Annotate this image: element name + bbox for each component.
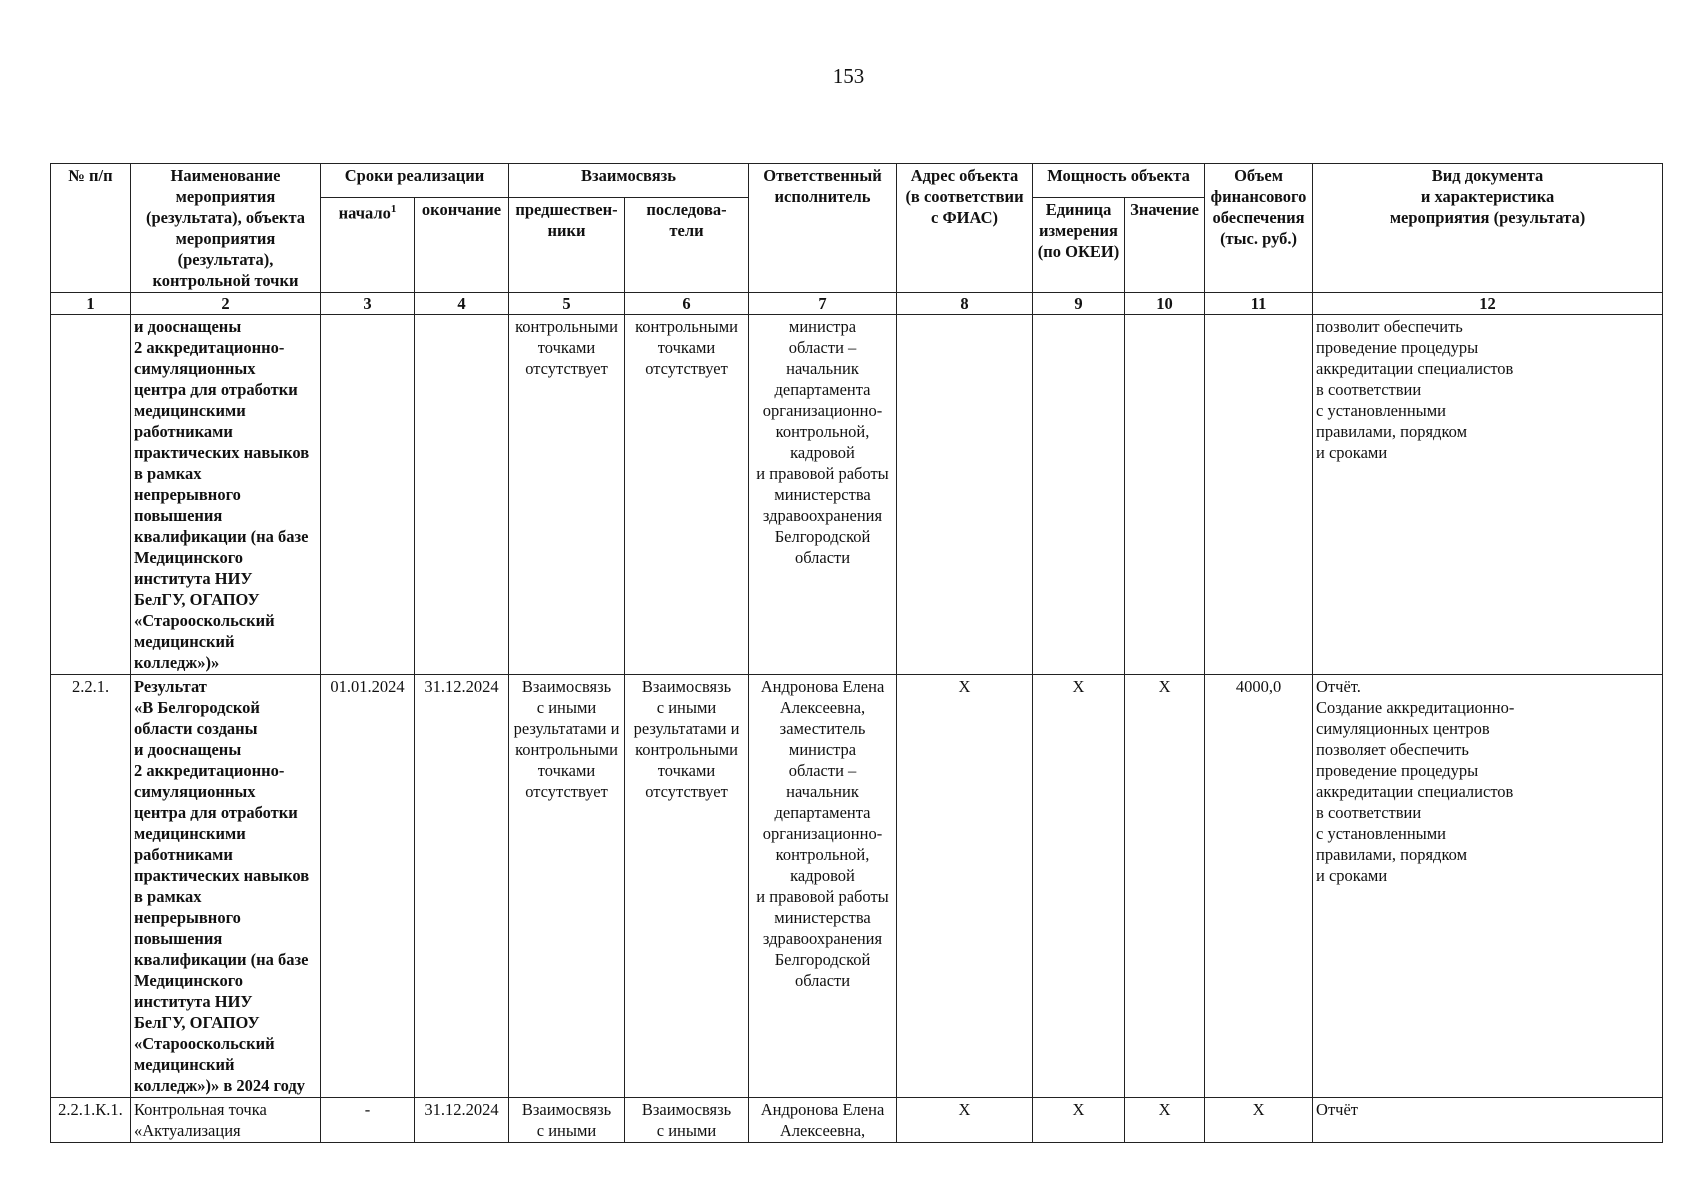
row-unit [1033, 315, 1125, 675]
text-line: исполнитель [774, 187, 871, 206]
column-number: 7 [749, 293, 897, 315]
text-line: области – [788, 338, 857, 357]
header-predecessors [509, 198, 625, 293]
text-line: и правовой работы [756, 887, 889, 906]
text-line: 2 аккредитационно- [134, 338, 285, 357]
text-line: области – [788, 761, 857, 780]
text-line: института НИУ [134, 569, 253, 588]
text-line: точками [537, 761, 596, 780]
text-line: симуляционных [134, 782, 256, 801]
text-line: кадровой [790, 866, 855, 885]
text-line: практических навыков [134, 443, 310, 462]
text-line: квалификации (на базе [134, 950, 309, 969]
text-line: области созданы [134, 719, 258, 738]
text-line: симуляционных центров [1316, 719, 1490, 738]
text-line: и характеристика [1420, 187, 1555, 206]
text-line: с иными [536, 698, 597, 717]
row-responsible [749, 675, 897, 1098]
column-number: 6 [625, 293, 749, 315]
row-address: Х [897, 675, 1033, 1098]
column-number: 12 [1313, 293, 1663, 315]
row-responsible [749, 1098, 897, 1143]
table-row [51, 675, 1663, 1098]
text-line: контрольными [635, 317, 738, 336]
text-line: начальник [786, 359, 859, 378]
text-line: центра для отработки [134, 803, 298, 822]
column-number: 8 [897, 293, 1033, 315]
page-number: 153 [832, 64, 865, 88]
text-line: Алексеевна, [779, 1121, 866, 1140]
text-line: непрерывного [134, 485, 241, 504]
text-line: финансового [1210, 187, 1307, 206]
row-finance [1205, 315, 1313, 675]
text-line: результатами и [633, 719, 740, 738]
header-responsible [749, 164, 897, 293]
row-start: 01.01.2024 [321, 675, 415, 1098]
text-line: «Старооскольский [134, 1034, 275, 1053]
text-line: позволит обеспечить [1316, 317, 1463, 336]
header-start-label: начало [338, 203, 391, 223]
text-line: министра [788, 317, 857, 336]
text-line: повышения [134, 929, 223, 948]
text-line: Вид документа [1431, 166, 1544, 185]
text-line: министерства [774, 485, 871, 504]
text-line: с иными [536, 1121, 597, 1140]
header-relation: Взаимосвязь [509, 164, 749, 198]
text-line: точками [657, 338, 716, 357]
text-line: контрольными [635, 740, 738, 759]
text-line: и сроками [1316, 866, 1388, 885]
text-line: здравоохранения [762, 929, 883, 948]
text-line: мероприятия (результата) [1389, 208, 1586, 227]
header-address [897, 164, 1033, 293]
row-value: Х [1125, 675, 1205, 1098]
row-successors [625, 315, 749, 675]
row-name [131, 675, 321, 1098]
text-line: центра для отработки [134, 380, 298, 399]
column-number: 2 [131, 293, 321, 315]
text-line: Взаимосвязь [521, 1100, 612, 1119]
header-name [131, 164, 321, 293]
text-line: отсутствует [525, 782, 608, 801]
text-line: Наименование [170, 166, 281, 185]
text-line: Медицинского [134, 548, 244, 567]
text-line: медицинский [134, 1055, 235, 1074]
row-predecessors [509, 315, 625, 675]
text-line: Медицинского [134, 971, 244, 990]
text-line: последова- [646, 200, 727, 220]
text-line: и правовой работы [756, 464, 889, 483]
text-line: Отчёт. [1316, 677, 1361, 696]
text-line: и дооснащены [134, 317, 242, 336]
text-line: Взаимосвязь [521, 677, 612, 696]
text-line: проведение процедуры [1316, 338, 1479, 357]
row-successors [625, 1098, 749, 1143]
text-line: организационно- [762, 401, 883, 420]
row-address: Х [897, 1098, 1033, 1143]
text-line: «Старооскольский [134, 611, 275, 630]
text-line: министра [788, 740, 857, 759]
column-numbers-row [51, 293, 1663, 315]
text-line: кадровой [790, 443, 855, 462]
header-successors [625, 198, 749, 293]
column-number: 5 [509, 293, 625, 315]
row-predecessors [509, 675, 625, 1098]
text-line: проведение процедуры [1316, 761, 1479, 780]
text-line: отсутствует [525, 359, 608, 378]
text-line: ники [547, 221, 586, 241]
text-line: квалификации (на базе [134, 527, 309, 546]
text-line: предшествен- [515, 200, 618, 220]
text-line: Алексеевна, [779, 698, 866, 717]
text-line: колледж»)» [134, 653, 220, 672]
table-row [51, 1098, 1663, 1143]
row-end: 31.12.2024 [415, 1098, 509, 1143]
row-num: 2.2.1.К.1. [51, 1098, 131, 1143]
text-line: отсутствует [645, 782, 728, 801]
text-line: в соответствии [1316, 380, 1422, 399]
header-row-1 [51, 164, 1663, 198]
text-line: и дооснащены [134, 740, 242, 759]
column-number: 1 [51, 293, 131, 315]
text-line: Отчёт [1316, 1100, 1358, 1119]
row-num: 2.2.1. [51, 675, 131, 1098]
row-responsible [749, 315, 897, 675]
footnote-marker: 1 [390, 203, 397, 216]
text-line: заместитель [779, 719, 866, 738]
row-doc [1313, 315, 1663, 675]
row-successors [625, 675, 749, 1098]
header-capacity: Мощность объекта [1033, 164, 1205, 198]
header-end: окончание [415, 198, 509, 293]
text-line: медицинский [134, 632, 235, 651]
text-line: (тыс. руб.) [1220, 229, 1297, 248]
text-line: и сроками [1316, 443, 1388, 462]
text-line: с иными [656, 698, 717, 717]
text-line: с иными [656, 1121, 717, 1140]
row-start: - [321, 1098, 415, 1143]
row-address [897, 315, 1033, 675]
text-line: Результат [134, 677, 207, 696]
text-line: (в соответствии [905, 187, 1024, 206]
text-line: контрольной, [775, 845, 870, 864]
row-finance: Х [1205, 1098, 1313, 1143]
row-value: Х [1125, 1098, 1205, 1143]
text-line: повышения [134, 506, 223, 525]
header-unit [1033, 198, 1125, 293]
text-line: контрольной, [775, 422, 870, 441]
row-num [51, 315, 131, 675]
text-line: «В Белгородской [134, 698, 260, 717]
text-line: Объем [1234, 166, 1283, 185]
text-line: симуляционных [134, 359, 256, 378]
text-line: точками [657, 761, 716, 780]
text-line: Адрес объекта [910, 166, 1019, 185]
column-number: 11 [1205, 293, 1313, 315]
text-line: работниками [134, 422, 233, 441]
text-line: в соответствии [1316, 803, 1422, 822]
text-line: области [794, 971, 851, 990]
text-line: правилами, порядком [1316, 845, 1468, 864]
text-line: точками [537, 338, 596, 357]
header-start [321, 198, 415, 293]
text-line: Белгородской [774, 950, 871, 969]
row-value [1125, 315, 1205, 675]
text-line: Ответственный [763, 166, 882, 185]
row-end: 31.12.2024 [415, 675, 509, 1098]
text-line: департамента [774, 380, 871, 399]
text-line: колледж»)» в 2024 году [134, 1076, 305, 1095]
text-line: Контрольная точка [134, 1100, 267, 1119]
text-line: с ФИАС) [931, 208, 998, 227]
text-line: 2 аккредитационно- [134, 761, 285, 780]
text-line: начальник [786, 782, 859, 801]
text-line: практических навыков [134, 866, 310, 885]
row-doc [1313, 675, 1663, 1098]
text-line: области [794, 548, 851, 567]
plan-table [50, 163, 1663, 1143]
row-end [415, 315, 509, 675]
row-name [131, 1098, 321, 1143]
text-line: «Актуализация [134, 1121, 241, 1140]
text-line: Андронова Елена [760, 677, 885, 696]
text-line: контрольной точки [152, 271, 299, 290]
text-line: Андронова Елена [760, 1100, 885, 1119]
column-number: 10 [1125, 293, 1205, 315]
row-unit: Х [1033, 1098, 1125, 1143]
text-line: измерения [1039, 221, 1118, 241]
header-num: № п/п [51, 164, 131, 293]
text-line: аккредитации специалистов [1316, 359, 1514, 378]
column-number: 4 [415, 293, 509, 315]
row-start [321, 315, 415, 675]
row-unit: Х [1033, 675, 1125, 1098]
text-line: (результата), объекта [146, 208, 305, 227]
text-line: (по ОКЕИ) [1037, 242, 1120, 262]
text-line: Взаимосвязь [641, 1100, 732, 1119]
text-line: результатами и [513, 719, 620, 738]
row-doc [1313, 1098, 1663, 1143]
text-line: Создание аккредитационно- [1316, 698, 1515, 717]
text-line: БелГУ, ОГАПОУ [134, 590, 260, 609]
text-line: министерства [774, 908, 871, 927]
table-row [51, 315, 1663, 675]
text-line: медицинскими [134, 824, 246, 843]
text-line: аккредитации специалистов [1316, 782, 1514, 801]
text-line: БелГУ, ОГАПОУ [134, 1013, 260, 1032]
row-finance: 4000,0 [1205, 675, 1313, 1098]
text-line: работниками [134, 845, 233, 864]
column-number: 3 [321, 293, 415, 315]
row-predecessors [509, 1098, 625, 1143]
column-number: 9 [1033, 293, 1125, 315]
text-line: отсутствует [645, 359, 728, 378]
header-doc [1313, 164, 1663, 293]
text-line: с установленными [1316, 401, 1447, 420]
text-line: непрерывного [134, 908, 241, 927]
text-line: организационно- [762, 824, 883, 843]
text-line: позволяет обеспечить [1316, 740, 1469, 759]
text-line: правилами, порядком [1316, 422, 1468, 441]
text-line: института НИУ [134, 992, 253, 1011]
text-line: с установленными [1316, 824, 1447, 843]
header-finance [1205, 164, 1313, 293]
text-line: контрольными [515, 317, 618, 336]
text-line: Белгородской [774, 527, 871, 546]
row-name [131, 315, 321, 675]
header-value: Значение [1125, 198, 1205, 293]
text-line: в рамках [134, 464, 202, 483]
text-line: медицинскими [134, 401, 246, 420]
text-line: в рамках [134, 887, 202, 906]
text-line: тели [669, 221, 704, 241]
text-line: департамента [774, 803, 871, 822]
text-line: обеспечения [1212, 208, 1305, 227]
text-line: Взаимосвязь [641, 677, 732, 696]
text-line: контрольными [515, 740, 618, 759]
text-line: мероприятия [175, 229, 276, 248]
text-line: здравоохранения [762, 506, 883, 525]
text-line: (результата), [177, 250, 274, 269]
header-terms: Сроки реализации [321, 164, 509, 198]
text-line: мероприятия [175, 187, 276, 206]
text-line: Единица [1045, 200, 1112, 220]
